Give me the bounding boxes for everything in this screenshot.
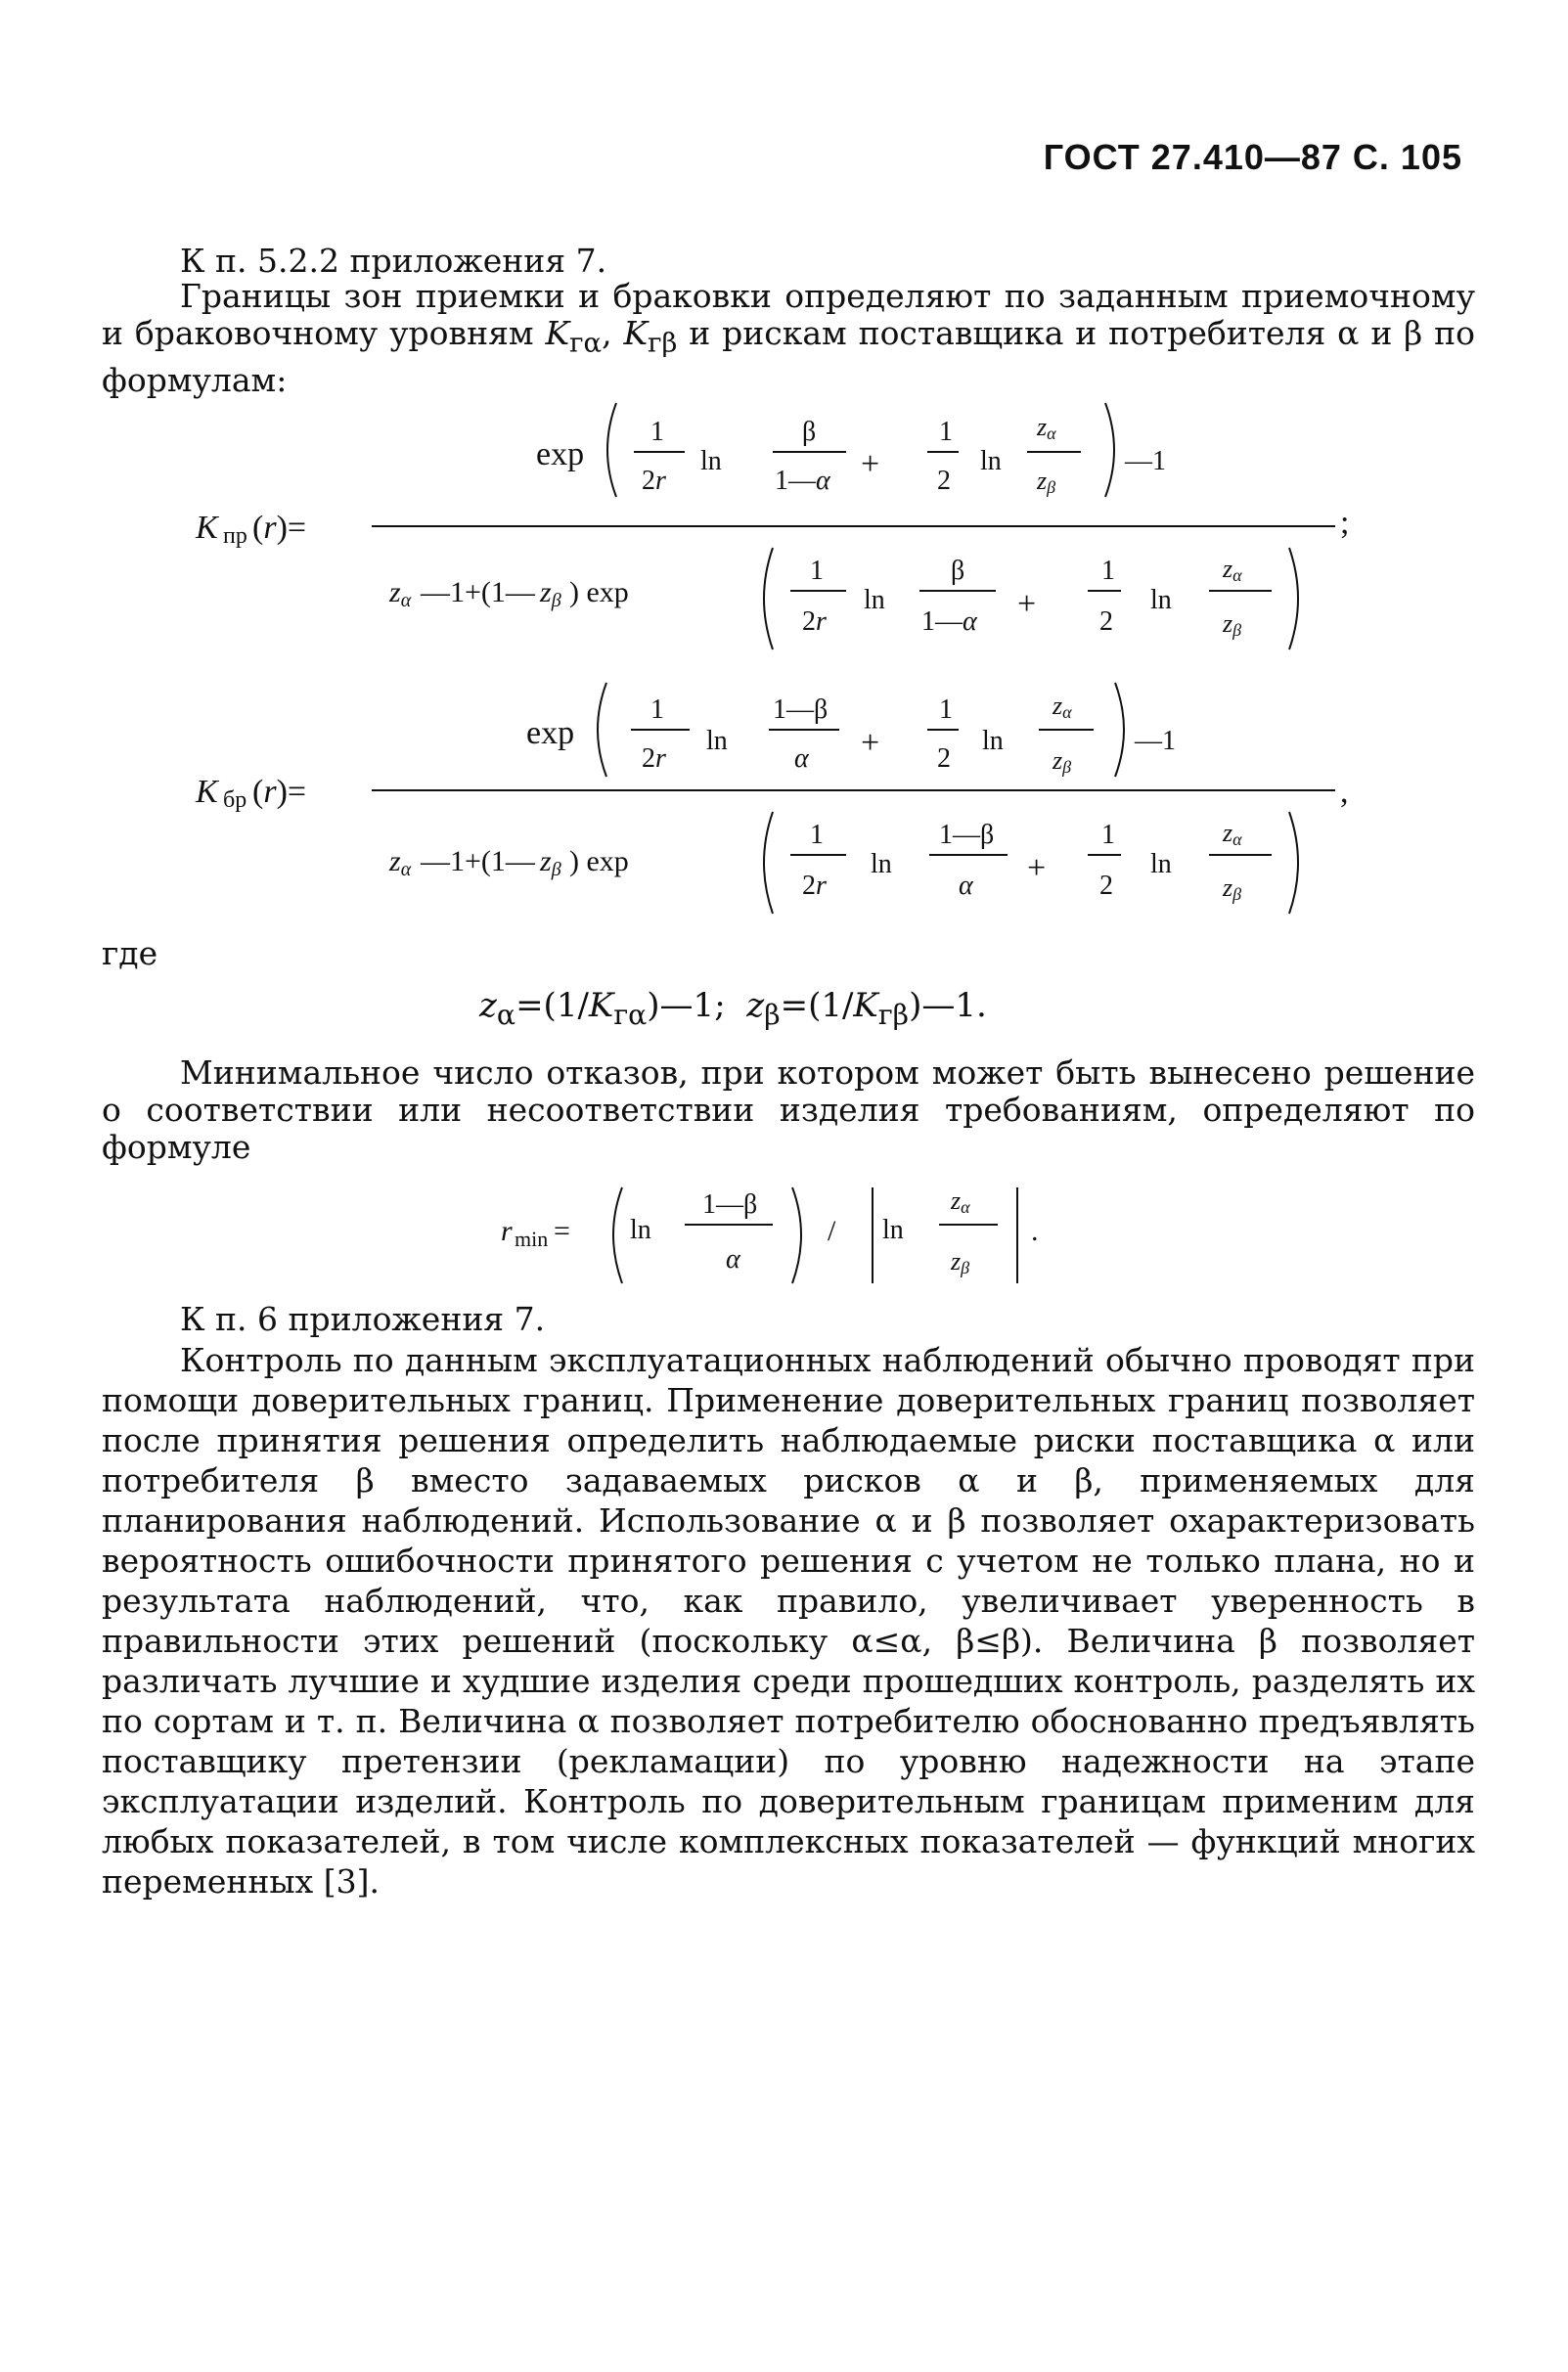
svg-text:ln: ln xyxy=(980,446,1002,476)
where-label: где xyxy=(102,934,158,972)
svg-text:2: 2 xyxy=(1099,606,1113,637)
intro-text: Границы зон приемки и браковки определяют по заданным приемочному и браковочному уровням xyxy=(102,277,1475,352)
svg-text:zβ: zβ xyxy=(1037,467,1056,497)
svg-text:(r)=: (r)= xyxy=(252,774,307,810)
svg-text:exp: exp xyxy=(536,436,585,472)
svg-text:=: = xyxy=(554,1215,570,1247)
svg-text:zα: zα xyxy=(1223,819,1242,849)
svg-text:—1+(1—: —1+(1— xyxy=(421,576,535,608)
svg-text:1: 1 xyxy=(1101,556,1115,586)
section-heading-6: К п. 6 приложения 7. xyxy=(180,1300,546,1338)
svg-text:;: ; xyxy=(1340,505,1350,541)
page-header: ГОСТ 27.410—87 С. 105 xyxy=(1043,137,1462,177)
svg-text:1—β: 1—β xyxy=(773,694,829,725)
svg-text:1—β: 1—β xyxy=(939,820,995,850)
svg-text:1: 1 xyxy=(650,417,664,447)
svg-text:2r: 2r xyxy=(642,466,666,496)
svg-text:,: , xyxy=(1340,774,1349,810)
svg-text:ln: ln xyxy=(700,446,722,476)
svg-text:1—α: 1—α xyxy=(775,466,830,496)
svg-text:ln: ln xyxy=(864,585,885,615)
svg-text:zα: zα xyxy=(1037,413,1056,443)
svg-text:zβ: zβ xyxy=(1223,609,1242,640)
svg-text:(r)=: (r)= xyxy=(252,510,307,546)
svg-text:1: 1 xyxy=(1101,820,1115,850)
svg-text:zβ: zβ xyxy=(540,576,561,611)
svg-text:zβ: zβ xyxy=(951,1247,970,1277)
svg-text:zα: zα xyxy=(1223,555,1242,585)
formula-rmin xyxy=(0,1174,1568,1301)
svg-text:/: / xyxy=(828,1215,836,1247)
formula-kpr-lhs: K xyxy=(196,510,218,546)
svg-text:1: 1 xyxy=(650,694,664,725)
svg-text:—1: —1 xyxy=(1125,446,1166,476)
svg-text:ln: ln xyxy=(706,726,728,756)
svg-text:α: α xyxy=(794,743,809,774)
svg-text:2r: 2r xyxy=(802,606,827,637)
rmin-paragraph: Минимальное число отказов, при котором может быть вынесено решение о соответствии или несоответствии изделия требованиям, определяют по формуле xyxy=(102,1053,1475,1166)
where-definitions: $z_\alpha=(1/K_{г\alpha})—1$; $z_\beta=(1/K_{г\beta})—1$. xyxy=(479,986,987,1031)
svg-text:zα: zα xyxy=(389,576,412,611)
svg-text:zα: zα xyxy=(951,1186,970,1217)
svg-text:ln: ln xyxy=(1150,849,1172,879)
svg-text:ln: ln xyxy=(630,1215,651,1245)
svg-text:ln: ln xyxy=(982,726,1004,756)
svg-text:.: . xyxy=(1031,1215,1039,1247)
svg-text:ln: ln xyxy=(1150,585,1172,615)
formula-kpr xyxy=(0,391,1568,665)
svg-text:2r: 2r xyxy=(802,871,827,901)
svg-text:1—β: 1—β xyxy=(702,1189,758,1220)
svg-text:+: + xyxy=(1027,850,1047,886)
section-heading-5-2-2: К п. 5.2.2 приложения 7. xyxy=(180,242,607,280)
svg-text:1: 1 xyxy=(810,820,824,850)
svg-text:ln: ln xyxy=(871,849,892,879)
svg-text:zα: zα xyxy=(389,845,412,880)
svg-text:β: β xyxy=(951,556,965,586)
svg-text:β: β xyxy=(802,417,817,447)
section-intro: Границы зон приемки и браковки определяют по заданным приемочному и браковочному уровням $K_{г\alpha}$, $K_{г\beta}$ и рискам поставщика и потребителя α и β по формулам: xyxy=(102,277,1475,399)
svg-text:r: r xyxy=(501,1215,513,1247)
svg-text:zβ: zβ xyxy=(1053,746,1072,777)
svg-text:2r: 2r xyxy=(642,743,666,774)
svg-text:+: + xyxy=(861,725,880,761)
svg-text:zα: zα xyxy=(1053,692,1072,722)
svg-text:K: K xyxy=(196,774,218,810)
svg-text:бр: бр xyxy=(223,787,247,813)
svg-text:1: 1 xyxy=(939,417,953,447)
intro-tail: и рискам поставщика и потребителя α и β по формулам: xyxy=(102,314,1475,399)
svg-text:2: 2 xyxy=(1099,871,1113,901)
svg-text:2: 2 xyxy=(937,743,951,774)
svg-text:α: α xyxy=(726,1244,740,1275)
svg-text:1—α: 1—α xyxy=(921,606,977,637)
svg-text:ln: ln xyxy=(882,1215,904,1245)
svg-text:) exp: ) exp xyxy=(569,845,629,877)
svg-text:1: 1 xyxy=(939,694,953,725)
svg-text:+: + xyxy=(1017,586,1037,622)
svg-text:) exp: ) exp xyxy=(569,576,629,608)
svg-text:α: α xyxy=(959,871,973,901)
svg-text:exp: exp xyxy=(526,715,575,751)
svg-text:1: 1 xyxy=(810,556,824,586)
svg-text:+: + xyxy=(861,446,880,482)
svg-text:zβ: zβ xyxy=(540,845,561,880)
svg-text:—1: —1 xyxy=(1135,726,1176,756)
section2-paragraph: Контроль по данным эксплуатационных наблюдений обычно проводят при помощи доверительных границ. Применение доверительных границ позволяет после принятия решения определить наблюдаемые риски поставщика α или потребителя β вместо задаваемых рисков α и β, применяемых для планирования наблюдений. Использование α и β позволяет охарактеризовать вероятность ошибочности принятого решения с учетом не только плана, но и результата наблюдений, что, как правило, увеличивает уверенность в правильности этих решений (поскольку α≤α, β≤β). Величина β позволяет различать лучшие и худшие изделия среди прошедших контроль, разделять их по сортам и т. п. Величина α позволяет потребителю обоснованно предъявлять поставщику претензии (рекламации) по уровню надежности на этапе эксплуатации изделий. Контроль по доверительным границам применим для любых показателей, в том числе комплексных показателей — функций многих переменных [3]. xyxy=(102,1341,1475,1901)
svg-text:2: 2 xyxy=(937,466,951,496)
formula-kbr xyxy=(0,675,1568,949)
svg-text:пр: пр xyxy=(223,523,247,549)
svg-text:zβ: zβ xyxy=(1223,873,1242,904)
svg-text:min: min xyxy=(515,1227,549,1251)
svg-text:—1+(1—: —1+(1— xyxy=(421,845,535,877)
